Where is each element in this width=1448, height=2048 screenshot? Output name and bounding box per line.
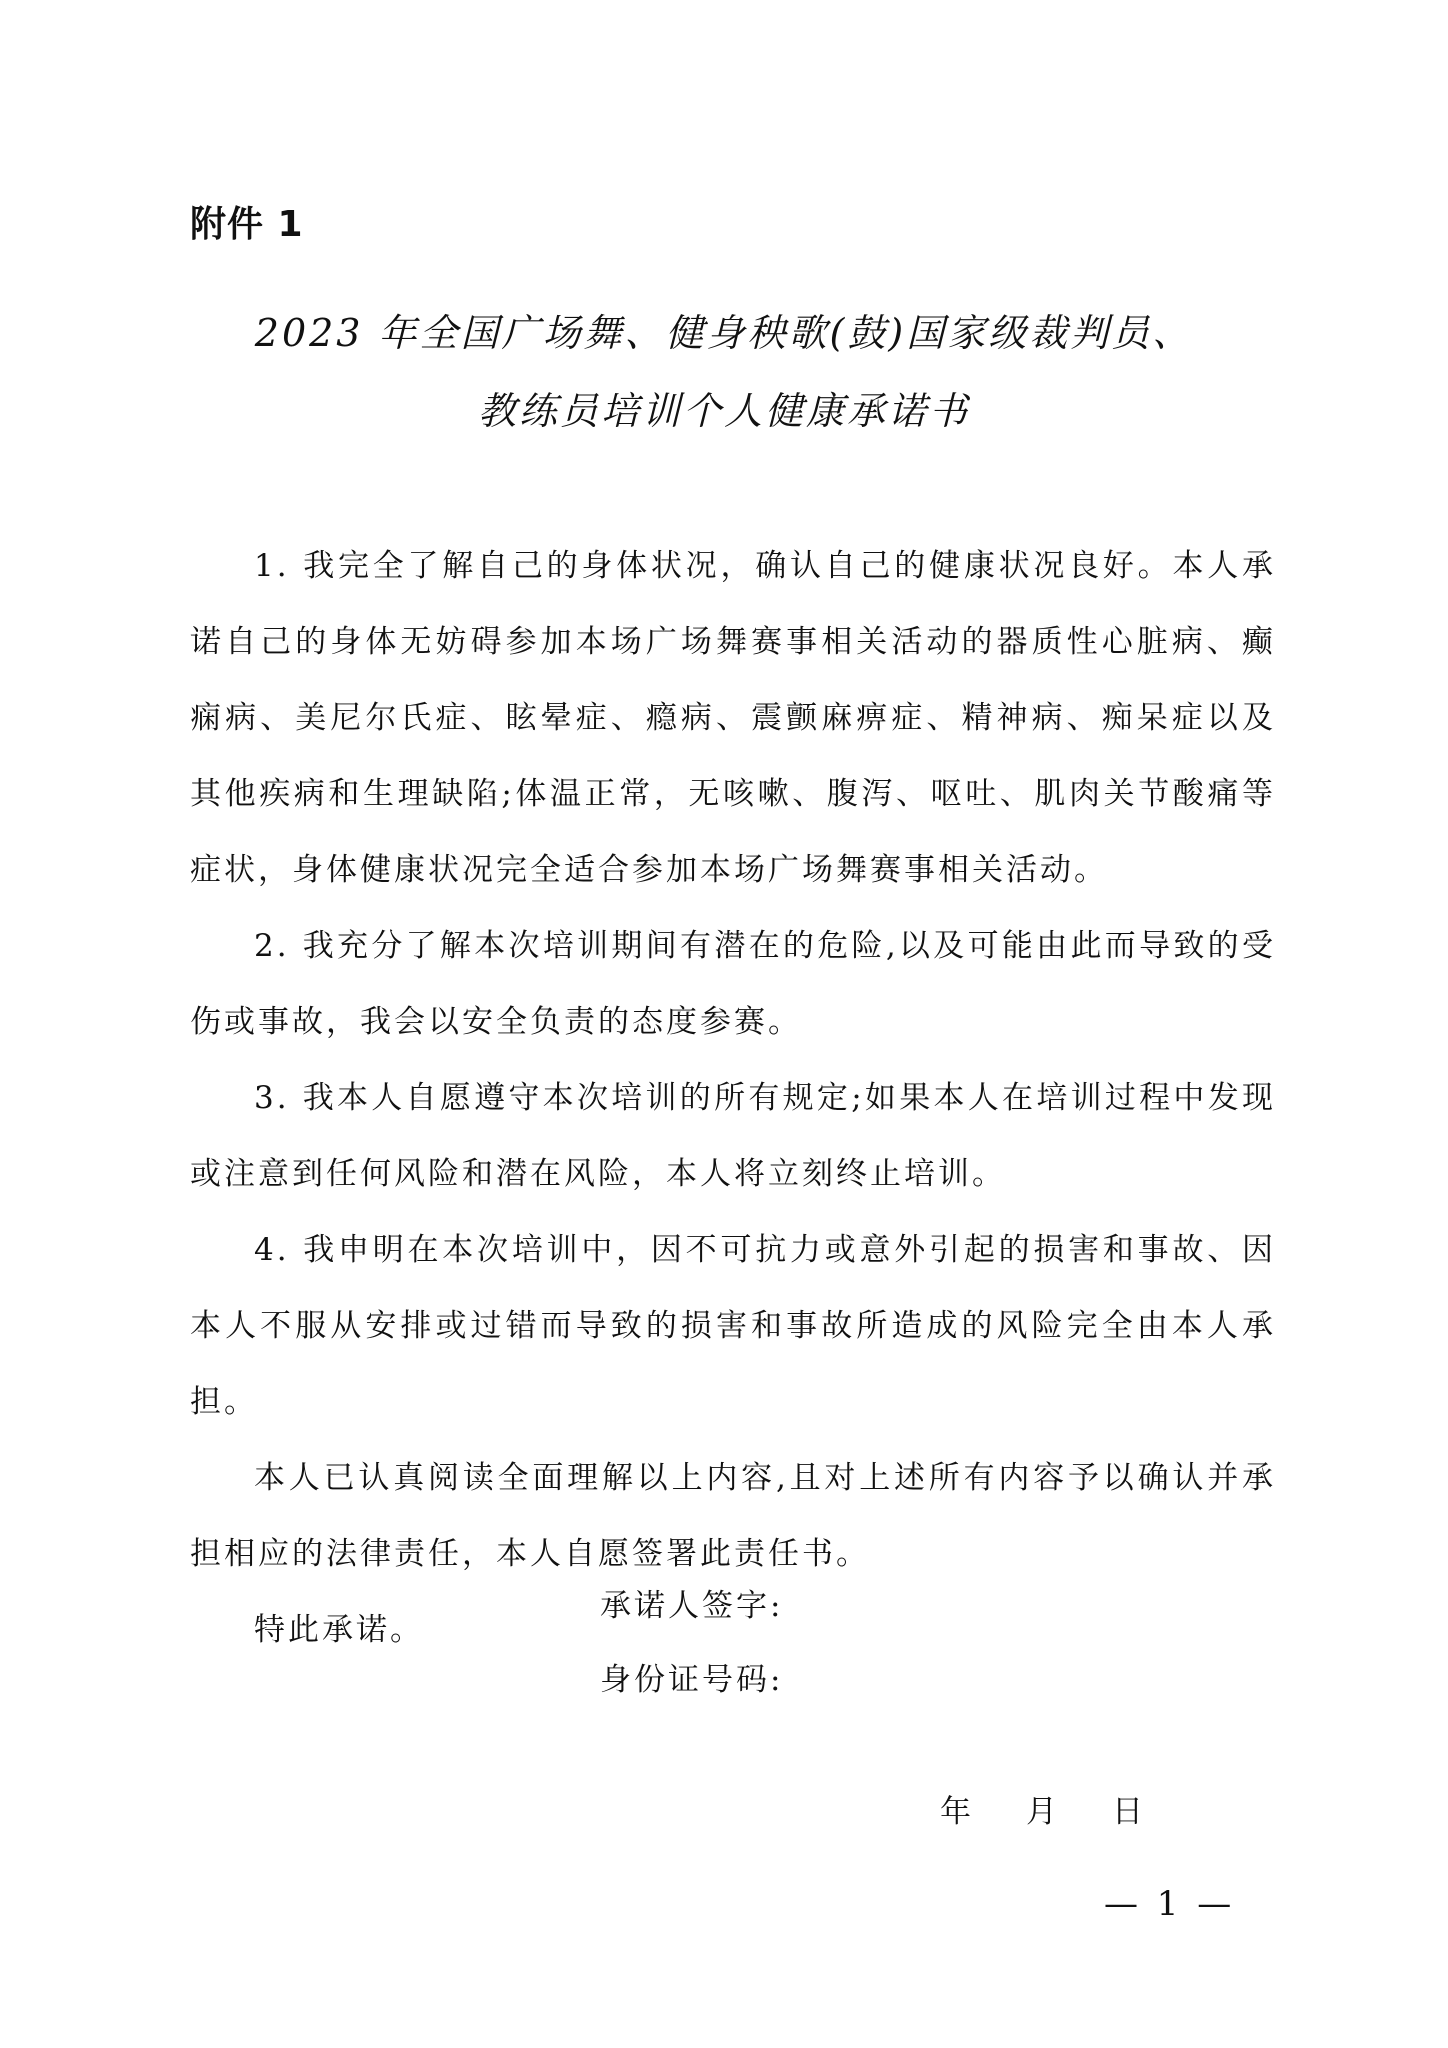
document-body <box>190 528 1276 1668</box>
paragraph-2: 2. 我充分了解本次培训期间有潜在的危险,以及可能由此而导致的受伤或事故，我会以安全负责的态度参赛。 <box>190 928 1276 1040</box>
id-number-label: 身份证号码: <box>600 1662 784 1698</box>
attachment-label: 附件 1 <box>190 204 304 245</box>
document-title-line-2: 教练员培训个人健康承诺书 <box>477 389 970 433</box>
paragraph-5: 本人已认真阅读全面理解以上内容,且对上述所有内容予以确认并承担相应的法律责任，本人自愿签署此责任书。 <box>190 1460 1276 1572</box>
date-line <box>940 1786 1146 1831</box>
page-number: — 1 — <box>1104 1884 1236 1924</box>
date-year-label: 年 <box>940 1794 974 1830</box>
paragraph-6: 特此承诺。 <box>254 1612 424 1648</box>
paragraph-4: 4. 我申明在本次培训中，因不可抗力或意外引起的损害和事故、因本人不服从安排或过错而导致的损害和事故所造成的风险完全由本人承担。 <box>190 1232 1276 1420</box>
signer-signature-label: 承诺人签字: <box>600 1588 784 1624</box>
date-month-label: 月 <box>1026 1794 1060 1830</box>
paragraph-3: 3. 我本人自愿遵守本次培训的所有规定;如果本人在培训过程中发现或注意到任何风险和潜在风险，本人将立刻终止培训。 <box>190 1080 1276 1192</box>
document-title-line-1: 2023 年全国广场舞、健身秧歌(鼓)国家级裁判员、 <box>254 311 1194 355</box>
paragraph-1: 1. 我完全了解自己的身体状况，确认自己的健康状况良好。本人承诺自己的身体无妨碍参加本场广场舞赛事相关活动的器质性心脏病、癫痫病、美尼尔氏症、眩晕症、瘾病、震颤麻痹症、精神病、痴呆症以及其他疾病和生理缺陷;体温正常，无咳嗽、腹泻、呕吐、肌肉关节酸痛等症状，身体健康状况完全适合参加本场广场舞赛事相关活动。 <box>190 548 1276 888</box>
date-day-label: 日 <box>1112 1794 1146 1830</box>
